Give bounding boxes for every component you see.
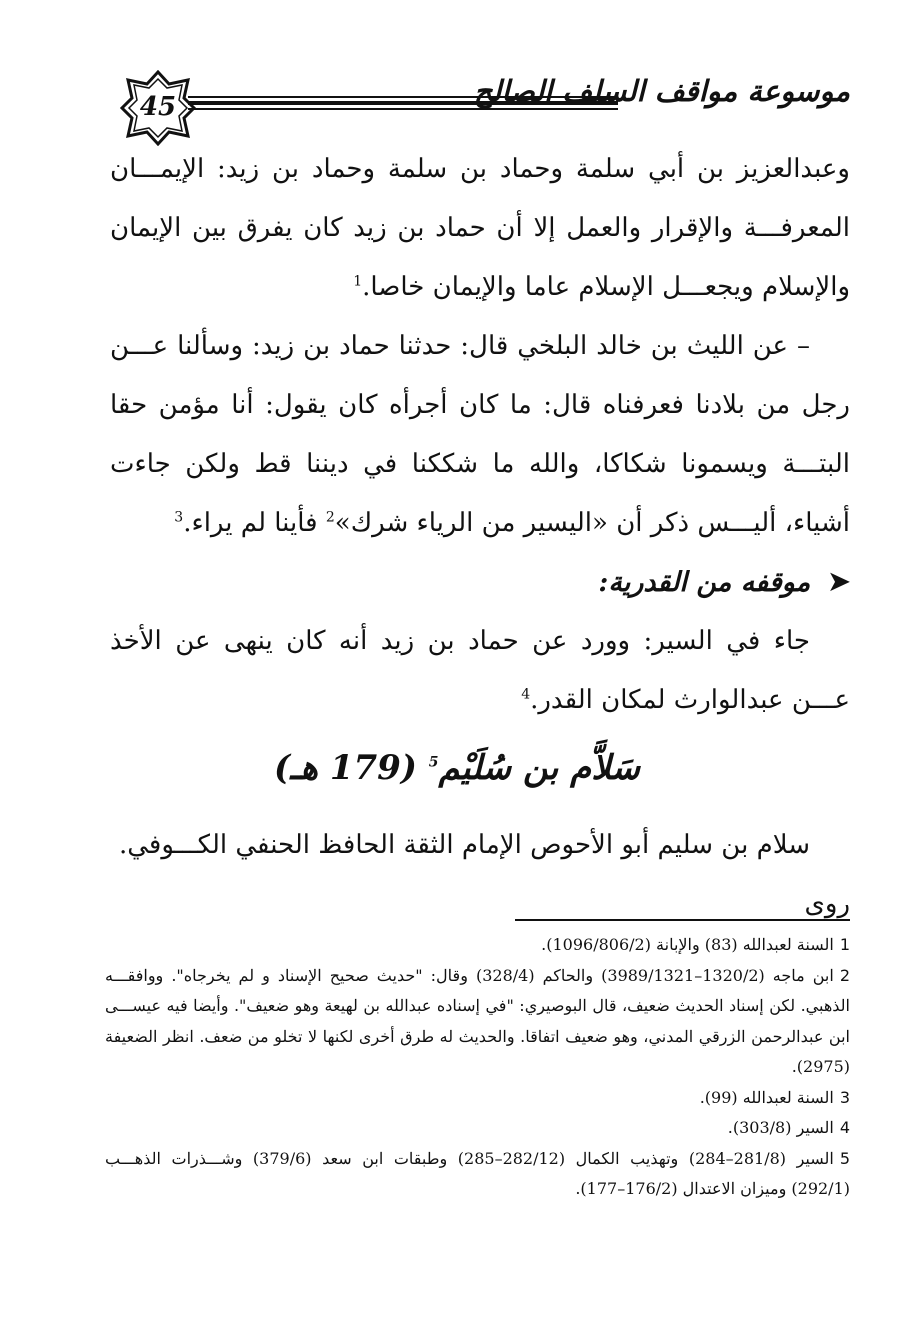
paragraph-text: جاء في السير: وورد عن حماد بن زيد أنه كان ينهى عن الأخذ عـــن عبدالوارث لمكان القدر. [110, 626, 850, 715]
footnote-text: ابن ماجه (1320/2–3989/1321) والحاكم (328/4) وقال: "حديث صحيح الإسناد و لم يخرجاه". ووافقـــه الذهبي. لكن إسناد الحديث ضعيف، قال البوصيري: "في إسناده عبدالله بن لهيعة وهو ضعيف". وأيضا فيه عيســـى ابن عبدالرحمن الزرقي المدني، وهو ضعيف اتفاقا. والحديث له طرق أخرى لكنها لا تخلو من ضعف. انظر الضعيفة (2975). [105, 965, 850, 1076]
footnote [105, 1083, 850, 1114]
subheading [110, 553, 850, 612]
paragraph-text: وعبدالعزيز بن أبي سلمة وحماد بن سلمة وحماد بن زيد: الإيمـــان المعرفـــة والإقرار والعمل إلا أن حماد بن زيد كان يفرق بين الإيمان والإسلام ويجعـــل الإسلام عاما والإيمان خاصا. [110, 154, 850, 302]
section-intro: سلام بن سليم أبو الأحوص الإمام الثقة الحافظ الحنفي الكـــوفي. روى [118, 830, 850, 919]
paragraph [110, 612, 850, 730]
page-number: 45 [139, 92, 177, 122]
footnote [105, 1144, 850, 1205]
subheading-text: موقفه من القدرية: [598, 567, 811, 598]
footnote-number: 2 [839, 965, 851, 985]
footnote [105, 930, 850, 961]
paragraph-text: فأينا لم يراء. [183, 508, 326, 538]
footnote-ref: 4 [521, 686, 531, 703]
footnote-number: 4 [839, 1118, 850, 1137]
footnote-ref: 2 [325, 509, 335, 526]
footnote-number: 1 [839, 935, 850, 954]
footnote [105, 1113, 850, 1144]
main-text [110, 140, 850, 730]
footnotes [105, 930, 850, 1205]
footnote-text: السنة لعبدالله (83) والإبانة (1096/806/2). [541, 935, 834, 954]
footnote-ref: 3 [174, 509, 184, 526]
footnote [105, 961, 850, 1083]
arrow-icon: ➤ [828, 567, 850, 597]
footnote-text: السير (281/8–284) وتهذيب الكمال (282/12–285) وطبقات ابن سعد (379/6) وشـــذرات الذهـــب (292/1) وميزان الاعتدال (176/2–177). [105, 1148, 850, 1198]
section-title-year: (179 هـ) [274, 748, 417, 788]
page-header [100, 60, 860, 146]
section-title-name: سَلاَّم بن سُلَيْم [438, 748, 640, 788]
footnote-text: السير (303/8). [727, 1118, 834, 1137]
series-title: موسوعة مواقف السلف الصالح [473, 74, 850, 108]
paragraph-text: – عن الليث بن خالد البلخي قال: حدثنا حماد بن زيد: وسألنا عـــن رجل من بلادنا فعرفناه قال: ما كان أجرأه كان يقول: أنا مؤمن حقا البتـــة ويسمونا شكاكا، والله ما شككنا في ديننا قط ولكن جاءت أشياء، أليـــس ذكر أن «اليسير من الرياء شرك» [110, 331, 850, 538]
footnote-separator [515, 919, 850, 921]
page-number-badge [120, 70, 196, 146]
section-title [274, 748, 640, 788]
footnote-ref: 1 [353, 273, 363, 290]
paragraph [110, 317, 850, 553]
footnote-number: 3 [839, 1087, 850, 1107]
paragraph [110, 140, 850, 317]
footnote-ref: 5 [428, 754, 439, 771]
footnote-number: 5 [839, 1148, 851, 1168]
footnote-text: السنة لعبدالله (99). [699, 1087, 834, 1107]
